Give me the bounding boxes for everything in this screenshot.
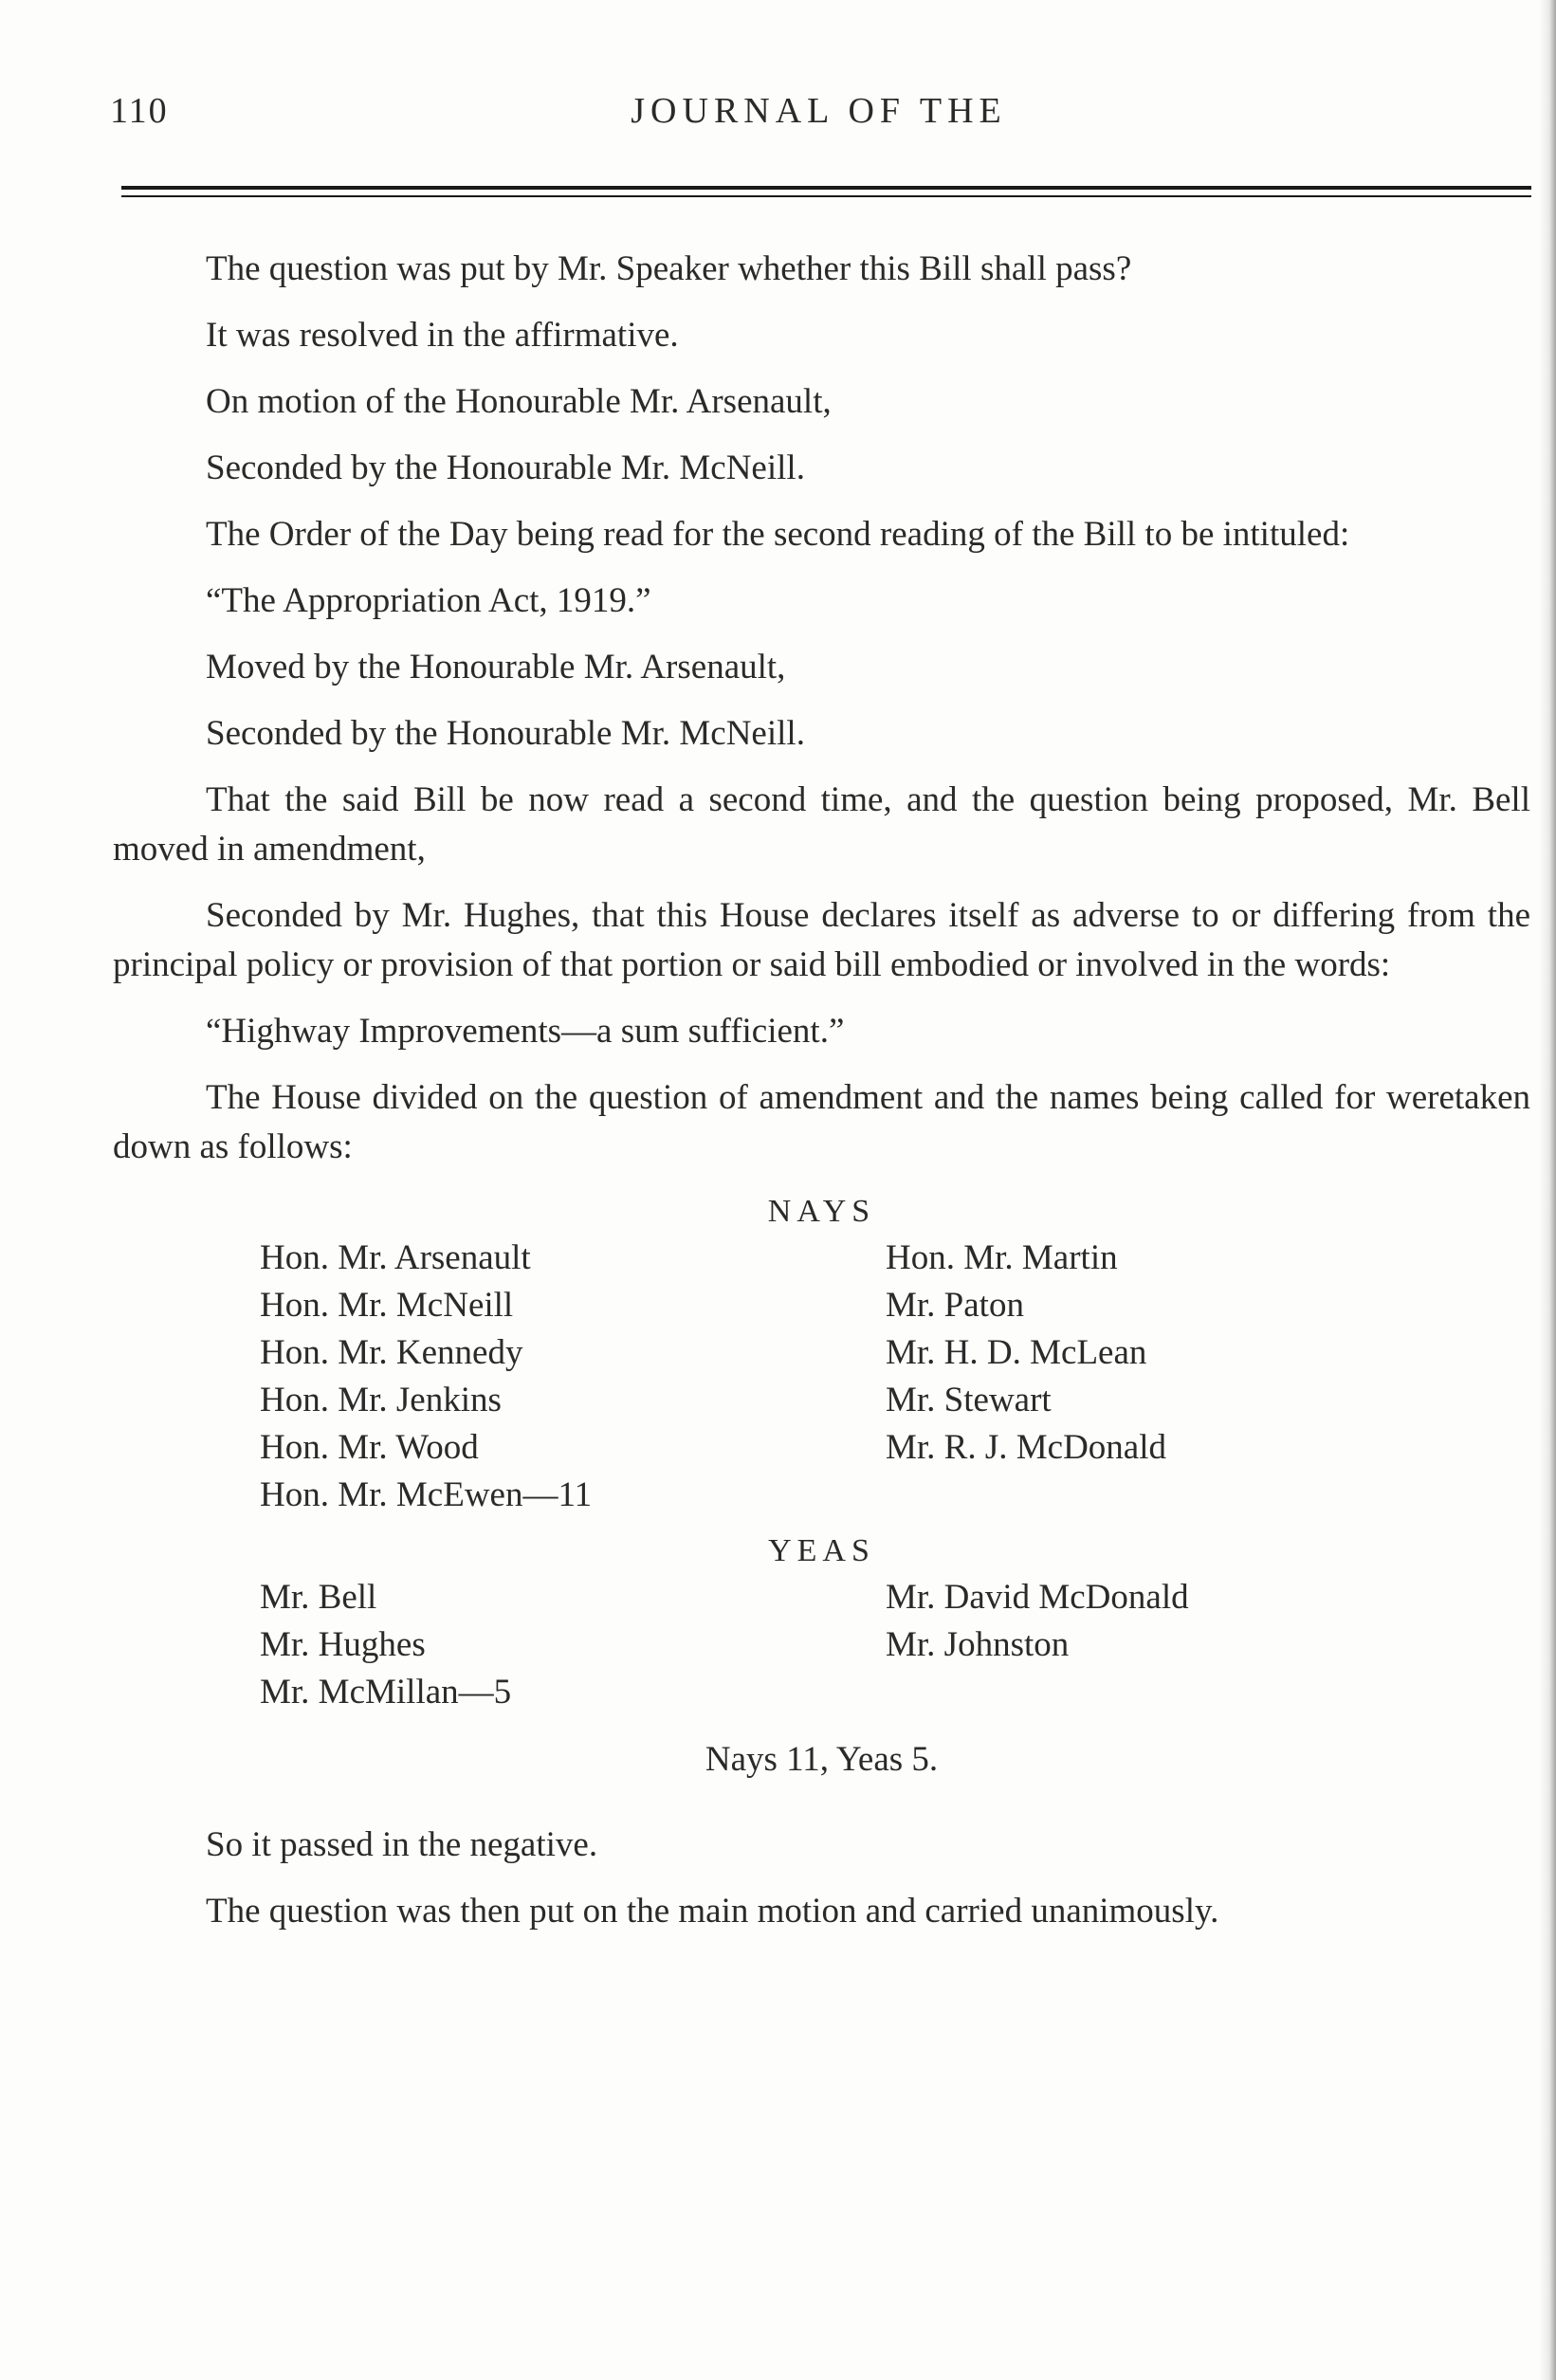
paragraph: Seconded by the Honourable Mr. McNeill. bbox=[206, 714, 805, 753]
yea-member: Mr. Johnston bbox=[886, 1625, 1070, 1664]
nay-member: Hon. Mr. McEwen—11 bbox=[260, 1475, 593, 1514]
yea-member: Mr. Hughes bbox=[260, 1625, 426, 1664]
paragraph: On motion of the Honourable Mr. Arsenault, bbox=[206, 382, 832, 421]
nay-member: Mr. Paton bbox=[886, 1286, 1024, 1325]
nays-right-column bbox=[886, 1235, 1417, 1519]
paragraph: Moved by the Honourable Mr. Arsenault, bbox=[206, 648, 786, 687]
page-header bbox=[110, 90, 1528, 147]
nay-member: Hon. Mr. Kennedy bbox=[260, 1333, 523, 1372]
nay-member: Mr. R. J. McDonald bbox=[886, 1428, 1166, 1467]
yeas-list bbox=[113, 1574, 1530, 1716]
vote-tally: Nays 11, Yeas 5. bbox=[705, 1740, 939, 1779]
nay-member: Hon. Mr. Jenkins bbox=[260, 1381, 502, 1419]
paragraph: The question was then put on the main motion and carried unanimously. bbox=[206, 1892, 1219, 1931]
quoted-words: “Highway Improvements—a sum sufficient.” bbox=[206, 1012, 845, 1051]
header-rule-thin bbox=[121, 195, 1531, 197]
yeas-heading: YEAS bbox=[768, 1533, 875, 1568]
nays-heading: NAYS bbox=[767, 1194, 876, 1229]
nay-member: Mr. H. D. McLean bbox=[886, 1333, 1147, 1372]
yea-member: Mr. McMillan—5 bbox=[260, 1673, 512, 1712]
paragraph: Seconded by the Honourable Mr. McNeill. bbox=[206, 449, 805, 487]
nay-member: Hon. Mr. Martin bbox=[886, 1238, 1118, 1277]
nays-list bbox=[113, 1235, 1530, 1519]
yea-member: Mr. David McDonald bbox=[886, 1578, 1189, 1617]
paragraph: The question was put by Mr. Speaker whether this Bill shall pass? bbox=[206, 249, 1132, 288]
running-head: JOURNAL OF THE bbox=[631, 91, 1007, 131]
paragraph: So it passed in the negative. bbox=[206, 1825, 598, 1864]
nay-member: Hon. Mr. Arsenault bbox=[260, 1238, 531, 1277]
bill-title: “The Appropriation Act, 1919.” bbox=[206, 581, 651, 620]
paragraph: It was resolved in the affirmative. bbox=[206, 316, 679, 355]
yeas-right-column bbox=[886, 1574, 1417, 1716]
nay-member: Hon. Mr. McNeill bbox=[260, 1286, 514, 1325]
nays-left-column bbox=[260, 1235, 791, 1519]
paragraph: The House divided on the question of amendment and the names being called for weretaken down as follows: bbox=[113, 1078, 1530, 1166]
page-edge-shadow bbox=[1539, 0, 1556, 2380]
page-number: 110 bbox=[110, 91, 169, 131]
paragraph: Seconded by Mr. Hughes, that this House declares itself as adverse to or differing from the principal policy or provision of that portion or said bill embodied or involved in the words: bbox=[113, 896, 1530, 984]
nay-member: Hon. Mr. Wood bbox=[260, 1428, 479, 1467]
header-rule-thick bbox=[121, 186, 1531, 190]
yea-member: Mr. Bell bbox=[260, 1578, 377, 1617]
paragraph: The Order of the Day being read for the second reading of the Bill to be intituled: bbox=[206, 515, 1350, 554]
yeas-left-column bbox=[260, 1574, 791, 1716]
journal-body bbox=[113, 245, 1530, 1953]
paragraph: That the said Bill be now read a second time, and the question being proposed, Mr. Bell moved in amendment, bbox=[113, 780, 1530, 869]
nay-member: Mr. Stewart bbox=[886, 1381, 1052, 1419]
